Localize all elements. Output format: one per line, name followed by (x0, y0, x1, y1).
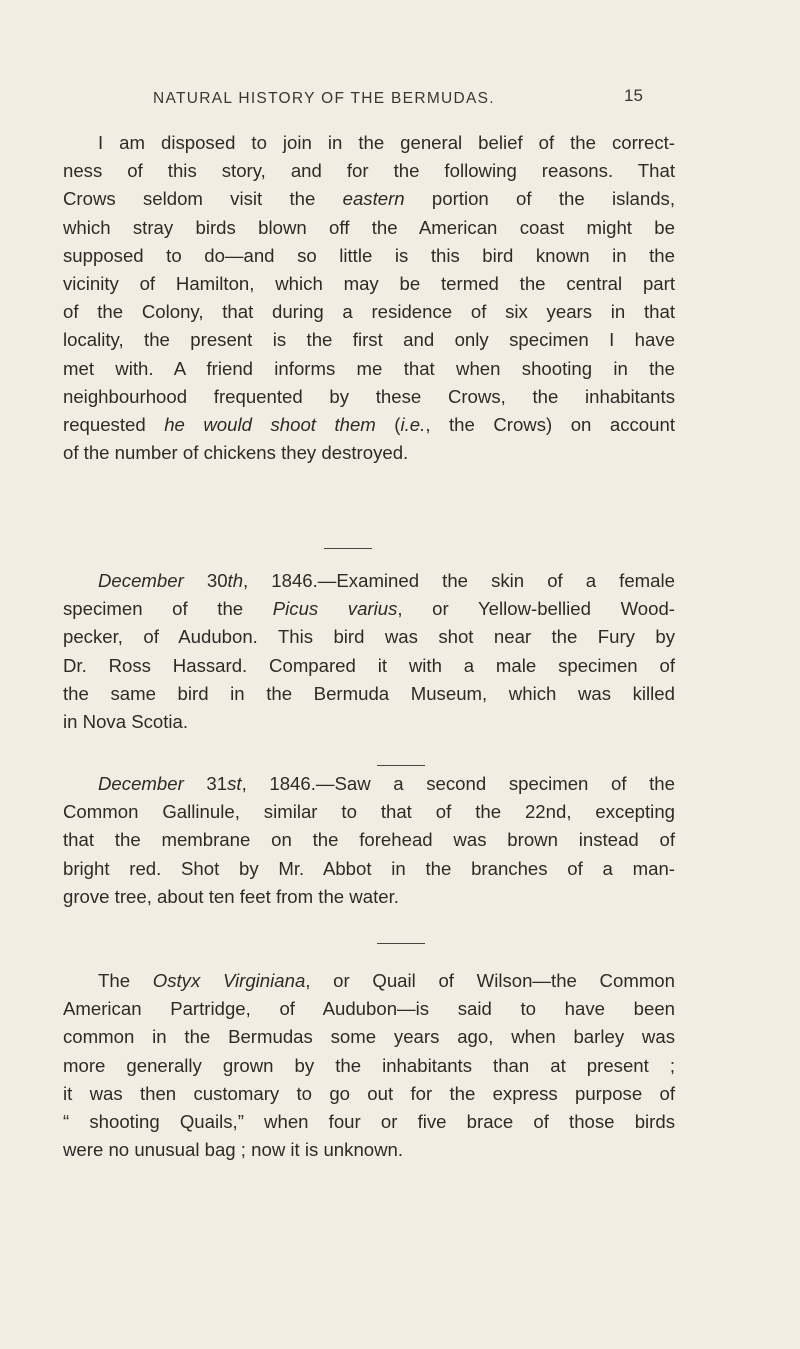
text-line: of the Colony, that during a residence of six years in that (63, 301, 675, 323)
text-line: locality, the present is the first and only specimen I have (63, 329, 675, 351)
text-line: it was then customary to go out for the express purpose of (63, 1082, 675, 1104)
text-run: The (98, 970, 153, 991)
text-line: Dr. Ross Hassard. Compared it with a male specimen of (63, 654, 675, 676)
text-line: ness of this story, and for the following reasons. That (63, 160, 675, 182)
text-line: “ shooting Quails,” when four or five brace of those birds (63, 1111, 675, 1133)
text-line (63, 770, 675, 798)
text-run: portion of the islands, (404, 188, 675, 210)
text-run: 30 (183, 570, 228, 591)
text-run: , 1846.—Examined the skin of a female (243, 570, 675, 591)
text-line (63, 967, 675, 995)
italic-run: Ostyx Virginiana (152, 970, 306, 991)
text-run: ( (375, 414, 401, 436)
text-line: met with. A friend informs me that when shooting in the (63, 357, 675, 379)
text-line: were no unusual bag ; now it is unknown. (63, 1139, 404, 1161)
text-run: Crows seldom visit the (63, 188, 343, 210)
page-number: 15 (624, 86, 643, 105)
text-line: vicinity of Hamilton, which may be termed the central part (63, 273, 675, 295)
text-line (63, 411, 675, 439)
text-line: grove tree, about ten feet from the water. (63, 885, 399, 907)
text-run: , or Yellow-bellied Wood- (397, 598, 676, 620)
paragraph-quail (63, 967, 675, 1164)
text-line: that the membrane on the forehead was brown instead of (63, 829, 675, 851)
italic-run: December (98, 773, 184, 794)
italic-run: i.e. (400, 414, 426, 436)
italic-run: st (227, 773, 242, 794)
text-line (63, 567, 675, 595)
italic-run: he would shoot them (164, 414, 376, 436)
text-run: specimen of the (63, 598, 273, 620)
paragraph-dec-30 (63, 567, 675, 736)
text-line: neighbourhood frequented by these Crows, the inhabitants (63, 385, 675, 407)
text-line: more generally grown by the inhabitants than at present ; (63, 1054, 675, 1076)
paragraph-crows (63, 129, 675, 467)
paragraph-dec-31 (63, 770, 675, 911)
section-divider (377, 765, 425, 766)
section-divider (324, 548, 372, 549)
text-line: supposed to do—and so little is this bird known in the (63, 244, 675, 266)
text-line: of the number of chickens they destroyed. (63, 442, 409, 464)
text-run: requested (63, 414, 165, 436)
text-line: which stray birds blown off the American coast might be (63, 216, 675, 238)
italic-run: Picus varius (272, 598, 398, 620)
text-line: bright red. Shot by Mr. Abbot in the branches of a man- (63, 857, 675, 879)
text-line (63, 185, 675, 213)
italic-run: December (98, 570, 184, 591)
section-divider (377, 943, 425, 944)
text-line: I am disposed to join in the general belief of the correct- (98, 132, 675, 153)
text-run: , 1846.—Saw a second specimen of the (241, 773, 675, 794)
italic-run: th (227, 570, 244, 591)
text-run: , or Quail of Wilson—the Common (305, 970, 675, 991)
text-line: American Partridge, of Audubon—is said to have been (63, 998, 675, 1020)
text-line (63, 595, 675, 623)
italic-run: eastern (342, 188, 405, 210)
running-title: NATURAL HISTORY OF THE BERMUDAS. (153, 90, 495, 107)
text-line: the same bird in the Bermuda Museum, which was killed (63, 682, 675, 704)
text-run: , the Crows) on account (425, 414, 675, 436)
text-line: Common Gallinule, similar to that of the 22nd, excepting (63, 801, 675, 823)
text-line: common in the Bermudas some years ago, when barley was (63, 1026, 675, 1048)
text-run: 31 (183, 773, 228, 794)
text-line: in Nova Scotia. (63, 711, 189, 733)
text-line: pecker, of Audubon. This bird was shot near the Fury by (63, 626, 675, 648)
